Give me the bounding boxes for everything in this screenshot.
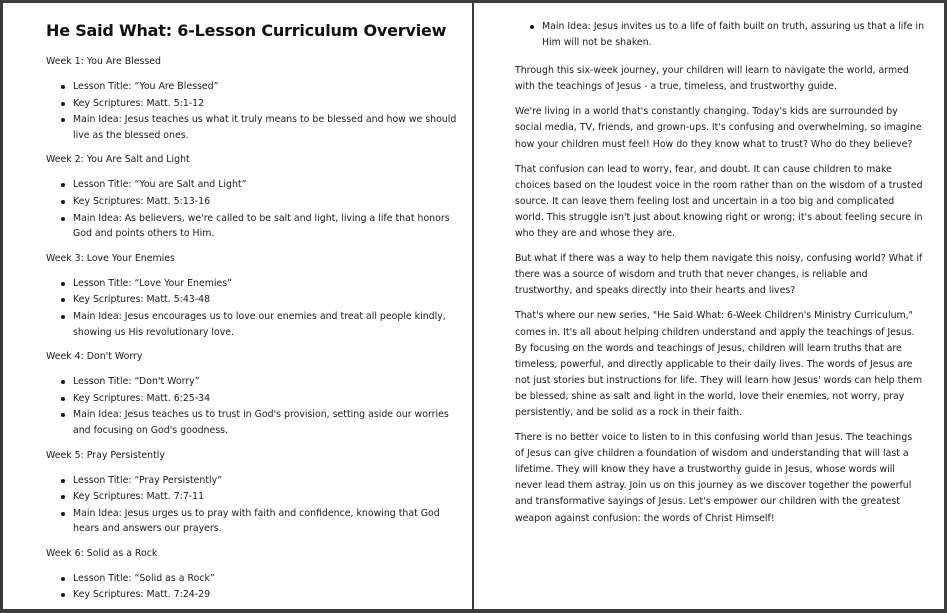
body-paragraph: There is no better voice to listen to in this confusing world than Jesus. The teachings of Jesus can give children a foundation of wisdom and understanding that will last a lifetime. They will know they have a trustworthy guide in Jesus, whose words will never lead them astray. Join us on this journey as we discover together the powerful and transformative sayings of Jesus. Let's empower our children with the greatest weapon against confusion: the words of Christ Himself! [515, 432, 913, 524]
key-scriptures-item: Key Scriptures: Matt. 5:43-48 [73, 292, 458, 308]
week-details-list [46, 276, 458, 340]
week-details-list [46, 79, 458, 143]
body-paragraph: That's where our new series, "He Said What: 6-Week Children's Ministry Curriculum," comes in. It's all about helping children understand and apply the teachings of Jesus. By focusing on the words and teachings of Jesus, children will learn truths that are timeless, powerful, and directly applicable to their daily lives. The words of Jesus are not just stories but instructions for life. They will learn how Jesus' words can help them be blessed, shine as salt and light in the world, love their enemies, not worry, pray persistently, and be solid as a rock in their faith. [515, 310, 923, 418]
main-idea-item: Main Idea: Jesus urges us to pray with faith and confidence, knowing that God hears and answers our prayers. [73, 506, 458, 537]
week-heading: Week 2: You Are Salt and Light [46, 154, 190, 166]
lesson-title-item: Lesson Title: “Pray Persistently” [73, 473, 458, 489]
main-idea-item: Main Idea: Jesus encourages us to love our enemies and treat all people kindly, showing us His revolutionary love. [73, 309, 458, 340]
lesson-title-item: Lesson Title: “Solid as a Rock” [73, 571, 458, 587]
body-paragraph: Through this six-week journey, your children will learn to navigate the world, armed with the teachings of Jesus - a true, timeless, and trustworthy guide. [515, 65, 909, 93]
page-1 [3, 3, 472, 609]
week-heading: Week 4: Don't Worry [46, 351, 143, 363]
week-heading: Week 1: You Are Blessed [46, 56, 162, 67]
key-scriptures-item: Key Scriptures: Matt. 6:25-34 [73, 391, 458, 407]
lesson-title-item: Lesson Title: “Love Your Enemies” [73, 276, 458, 292]
week-details-list [46, 374, 458, 438]
week-details-list [46, 571, 458, 603]
key-scriptures-item: Key Scriptures: Matt. 5:1-12 [73, 96, 458, 112]
body-paragraph: But what if there was a way to help them navigate this noisy, confusing world? What if there was a source of wisdom and truth that never changes, is reliable and trustworthy, and speaks directly into their hearts and lives? [515, 253, 923, 297]
week-details-list-continued [515, 19, 924, 50]
key-scriptures-item: Key Scriptures: Matt. 7:24-29 [73, 587, 458, 603]
body-paragraph: We're living in a world that's constantly changing. Today's kids are surrounded by social media, TV, friends, and grown-ups. It's confusing and overwhelming, so imagine how your children must feel! How do they know what to trust? Who do they believe? [515, 106, 922, 150]
page-2 [474, 3, 944, 609]
body-paragraph: That confusion can lead to worry, fear, and doubt. It can cause children to make choices based on the loudest voice in the room rather than on the wisdom of a trusted source. It can leave them feeling lost and uncertain in a too big and complicated world. This struggle isn't just about knowing right or wrong; it's about feeling secure in who they are and whose they are. [515, 163, 923, 240]
main-idea-item: Main Idea: As believers, we're called to be salt and light, living a life that honors God and points others to Him. [73, 211, 458, 242]
main-idea-item: Main Idea: Jesus invites us to a life of faith built on truth, assuring us that a life in Him will not be shaken. [542, 19, 924, 50]
week-details-list [46, 177, 458, 241]
week-heading: Week 6: Solid as a Rock [46, 547, 158, 559]
main-idea-item: Main Idea: Jesus teaches us what it truly means to be blessed and how we should live as the blessed ones. [73, 112, 458, 143]
document-title: He Said What: 6-Lesson Curriculum Overview [46, 21, 447, 40]
lesson-title-item: Lesson Title: “You are Salt and Light” [73, 177, 458, 193]
week-heading: Week 5: Pray Persistently [46, 449, 165, 461]
key-scriptures-item: Key Scriptures: Matt. 5:13-16 [73, 194, 458, 210]
lesson-title-item: Lesson Title: “Don't Worry” [73, 374, 458, 390]
week-heading: Week 3: Love Your Enemies [46, 252, 175, 264]
week-details-list [46, 473, 458, 537]
lesson-title-item: Lesson Title: “You Are Blessed” [73, 79, 458, 95]
main-idea-item: Main Idea: Jesus teaches us to trust in God's provision, setting aside our worries and focusing on God's goodness. [73, 407, 458, 438]
key-scriptures-item: Key Scriptures: Matt. 7:7-11 [73, 489, 458, 505]
